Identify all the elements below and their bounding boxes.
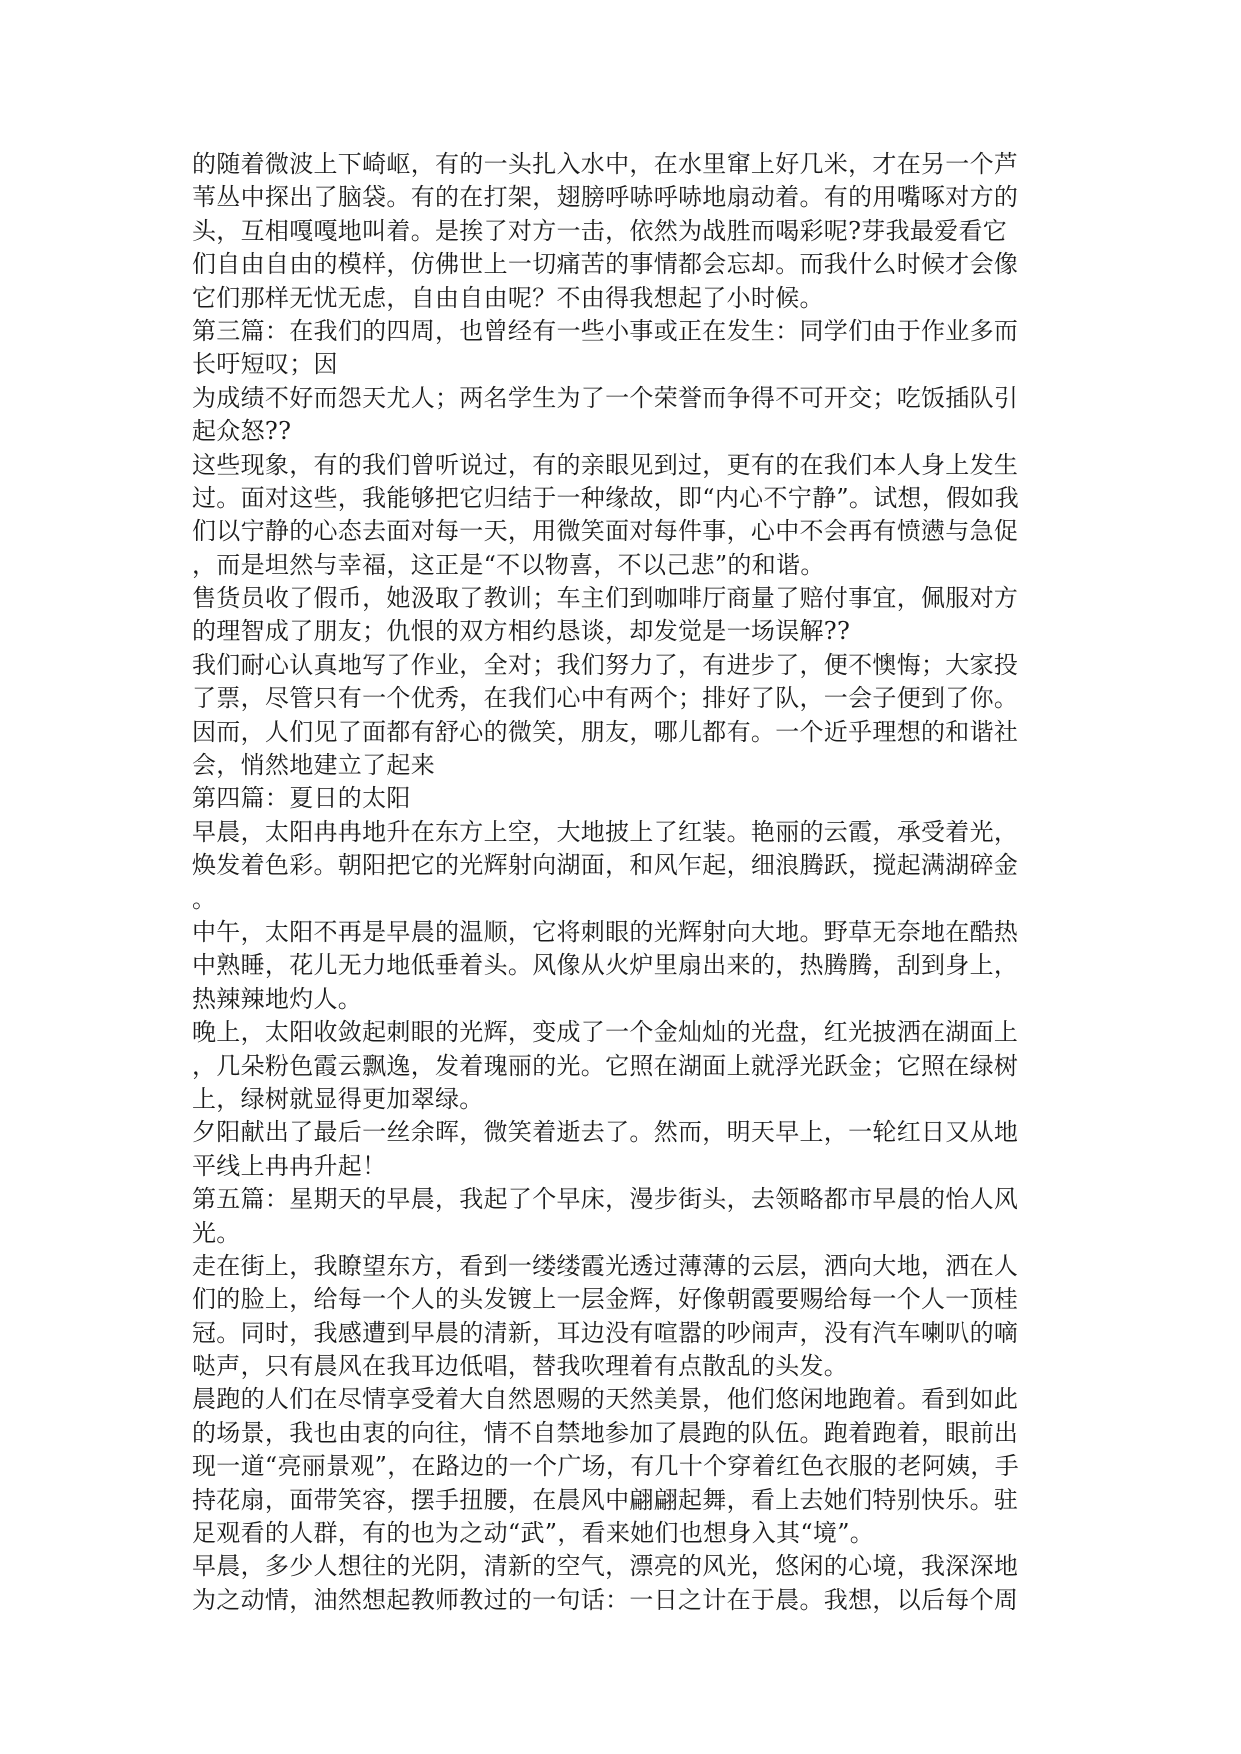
- text-line: 苇丛中探出了脑袋。有的在打架，翅膀呼哧呼哧地扇动着。有的用嘴啄对方的: [192, 183, 1019, 212]
- text-line: 们以宁静的心态去面对每一天，用微笑面对每件事，心中不会再有愤懑与急促: [192, 517, 1019, 546]
- text-line: 为成绩不好而怨天尤人；两名学生为了一个荣誉而争得不可开交；吃饭插队引: [192, 383, 1019, 412]
- text-line: 中午，太阳不再是早晨的温顺，它将刺眼的光辉射向大地。野草无奈地在酷热: [192, 917, 1019, 946]
- text-line: 冠。同时，我感遭到早晨的清新，耳边没有喧嚣的吵闹声，没有汽车喇叭的嘀: [192, 1318, 1019, 1347]
- text-line: 因而，人们见了面都有舒心的微笑，朋友，哪儿都有。一个近乎理想的和谐社: [192, 717, 1019, 746]
- text-line: 这些现象，有的我们曾听说过，有的亲眼见到过，更有的在我们本人身上发生: [192, 450, 1019, 479]
- text-line: 平线上冉冉升起！: [192, 1151, 387, 1180]
- text-line: 光。: [192, 1218, 241, 1247]
- document-body: [192, 148, 1062, 1617]
- text-line: 它们那样无忧无虑，自由自由呢？不由得我想起了小时候。: [192, 283, 824, 312]
- text-line: 。: [192, 884, 217, 913]
- text-line: 中熟睡，花儿无力地低垂着头。风像从火炉里扇出来的，热腾腾，刮到身上，: [192, 951, 1019, 980]
- text-line: 持花扇，面带笑容，摆手扭腰，在晨风中翩翩起舞，看上去她们特别快乐。驻: [192, 1485, 1019, 1514]
- text-line: 早晨，多少人想往的光阴，清新的空气，漂亮的风光，悠闲的心境，我深深地: [192, 1552, 1019, 1581]
- text-line: 的理智成了朋友；仇恨的双方相约恳谈，却发觉是一场误解??: [192, 617, 851, 646]
- section-heading-4: 第四篇：夏日的太阳: [192, 784, 411, 813]
- text-line: 上，绿树就显得更加翠绿。: [192, 1084, 484, 1113]
- text-line: 为之动情，油然想起教师教过的一句话：一日之计在于晨。我想，以后每个周: [192, 1585, 1019, 1614]
- text-line: 们的脸上，给每一个人的头发镀上一层金辉，好像朝霞要赐给每一个人一顶桂: [192, 1285, 1019, 1314]
- text-line: 现一道“亮丽景观”，在路边的一个广场，有几十个穿着红色衣服的老阿姨，手: [192, 1452, 1020, 1481]
- text-line: 晨跑的人们在尽情享受着大自然恩赐的天然美景，他们悠闲地跑着。看到如此: [192, 1385, 1019, 1414]
- text-line: ，而是坦然与幸福，这正是“不以物喜，不以己悲”的和谐。: [192, 550, 825, 579]
- text-line: 我们耐心认真地写了作业，全对；我们努力了，有进步了，便不懊悔；大家投: [192, 650, 1019, 679]
- text-line: 的场景，我也由衷的向往，情不自禁地参加了晨跑的队伍。跑着跑着，眼前出: [192, 1418, 1019, 1447]
- text-line: 头，互相嘎嘎地叫着。是挨了对方一击，依然为战胜而喝彩呢?芽我最爱看它: [192, 216, 1008, 245]
- text-line: 的随着微波上下崎岖，有的一头扎入水中，在水里窜上好几米，才在另一个芦: [192, 150, 1019, 178]
- text-line: 过。面对这些，我能够把它归结于一种缘故，即“内心不宁静”。试想，假如我: [192, 483, 1020, 512]
- text-line: 们自由自由的模样，仿佛世上一切痛苦的事情都会忘却。而我什么时候才会像: [192, 250, 1019, 279]
- text-line: 热辣辣地灼人。: [192, 984, 363, 1013]
- section-heading-5: 第五篇：星期天的早晨，我起了个早床，漫步街头，去领略都市早晨的怡人风: [192, 1185, 1019, 1214]
- section-heading-3: 第三篇：在我们的四周，也曾经有一些小事或正在发生：同学们由于作业多而: [192, 316, 1019, 345]
- text-line: 会，悄然地建立了起来: [192, 751, 435, 780]
- text-line: ，几朵粉色霞云飘逸，发着瑰丽的光。它照在湖面上就浮光跃金；它照在绿树: [192, 1051, 1019, 1080]
- text-line: 焕发着色彩。朝阳把它的光辉射向湖面，和风乍起，细浪腾跃，搅起满湖碎金: [192, 851, 1019, 880]
- text-line: 早晨，太阳冉冉地升在东方上空，大地披上了红装。艳丽的云霞，承受着光，: [192, 817, 1019, 846]
- text-line: 哒声，只有晨风在我耳边低唱，替我吹理着有点散乱的头发。: [192, 1352, 849, 1381]
- text-line: 走在街上，我瞭望东方，看到一缕缕霞光透过薄薄的云层，洒向大地，洒在人: [192, 1251, 1019, 1280]
- text-line: 足观看的人群，有的也为之动“武”，看来她们也想身入其“境”。: [192, 1519, 875, 1548]
- text-line: 晚上，太阳收敛起刺眼的光辉，变成了一个金灿灿的光盘，红光披洒在湖面上: [192, 1018, 1019, 1047]
- text-line: 长吁短叹；因: [192, 350, 338, 379]
- text-line: 起众怒??: [192, 417, 292, 446]
- text-line: 了票，尽管只有一个优秀，在我们心中有两个；排好了队，一会子便到了你。: [192, 684, 1019, 713]
- text-line: 售货员收了假币，她汲取了教训；车主们到咖啡厅商量了赔付事宜，佩服对方: [192, 584, 1019, 613]
- text-line: 夕阳献出了最后一丝余晖，微笑着逝去了。然而，明天早上，一轮红日又从地: [192, 1118, 1019, 1147]
